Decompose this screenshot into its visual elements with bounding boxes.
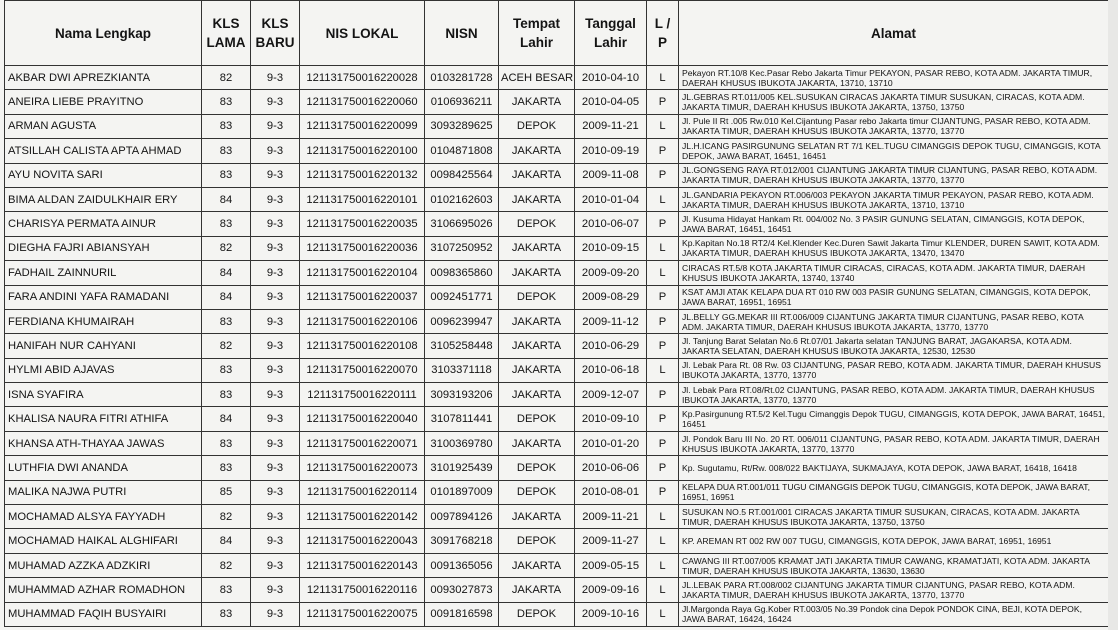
- table-body: [5, 66, 1109, 627]
- jenis-kelamin-cell: L: [647, 553, 679, 577]
- kls-baru-cell: 9-3: [251, 261, 300, 285]
- jenis-kelamin-cell: L: [647, 236, 679, 260]
- kls-lama-cell: 84: [202, 529, 251, 553]
- table-row: [5, 383, 1109, 407]
- tanggal-lahir-cell: 2009-09-20: [575, 261, 647, 285]
- alamat-text: SUSUKAN NO.5 RT.001/001 CIRACAS JAKARTA TIMUR SUSUKAN, CIRACAS, KOTA ADM. JAKARTA TIMUR, DAERAH KHUSUS IBUKOTA JAKARTA, 13750, 13750: [682, 506, 1080, 527]
- header-nisn: NISN: [425, 1, 499, 66]
- alamat-text: JL.GONGSENG RAYA RT.012/001 CIJANTUNG JAKARTA TIMUR CIJANTUNG, PASAR REBO, KOTA ADM. JAKARTA TIMUR, DAERAH KHUSUS IBUKOTA JAKARTA, 13770, 13770: [682, 165, 1098, 186]
- alamat-text: Jl.Margonda Raya Gg.Kober RT.003/05 No.39 Pondok cina Depok PONDOK CINA, BEJI, KOTA DEPOK, JAWA BARAT, 16424, 16424: [682, 604, 1082, 625]
- nis-lokal-cell: 121131750016220040: [300, 407, 425, 431]
- tanggal-lahir-cell: 2009-11-12: [575, 309, 647, 333]
- nis-lokal-cell: 121131750016220073: [300, 456, 425, 480]
- alamat-cell: [679, 285, 1109, 309]
- alamat-cell: [679, 480, 1109, 504]
- jenis-kelamin-cell: L: [647, 66, 679, 90]
- kls-lama-cell: 84: [202, 285, 251, 309]
- alamat-text: KELAPA DUA RT.001/011 TUGU CIMANGGIS DEPOK TUGU, CIMANGGIS, KOTA DEPOK, JAWA BARAT, 16951, 16951: [682, 482, 1090, 503]
- table-row: [5, 163, 1109, 187]
- kls-lama-cell: 84: [202, 407, 251, 431]
- nisn-cell: 0092451771: [425, 285, 499, 309]
- table-row: [5, 236, 1109, 260]
- nis-lokal-cell: 121131750016220099: [300, 114, 425, 138]
- kls-lama-cell: 83: [202, 114, 251, 138]
- nisn-cell: 0093027873: [425, 578, 499, 602]
- alamat-cell: [679, 187, 1109, 211]
- kls-baru-cell: 9-3: [251, 163, 300, 187]
- table-row: [5, 285, 1109, 309]
- student-name-cell: BIMA ALDAN ZAIDULKHAIR ERY: [5, 187, 202, 211]
- alamat-cell: [679, 529, 1109, 553]
- tanggal-lahir-cell: 2009-10-16: [575, 602, 647, 626]
- page-edge: [1108, 0, 1118, 630]
- jenis-kelamin-cell: L: [647, 505, 679, 529]
- tanggal-lahir-cell: 2010-08-01: [575, 480, 647, 504]
- jenis-kelamin-cell: P: [647, 139, 679, 163]
- student-name-cell: MUHAMMAD AZHAR ROMADHON: [5, 578, 202, 602]
- kls-lama-cell: 82: [202, 236, 251, 260]
- kls-lama-cell: 82: [202, 334, 251, 358]
- header-alamat: Alamat: [679, 1, 1109, 66]
- alamat-cell: [679, 139, 1109, 163]
- kls-lama-cell: 84: [202, 261, 251, 285]
- nisn-cell: 3091768218: [425, 529, 499, 553]
- student-name-cell: ARMAN AGUSTA: [5, 114, 202, 138]
- alamat-cell: [679, 431, 1109, 455]
- tanggal-lahir-cell: 2009-11-21: [575, 505, 647, 529]
- nisn-cell: 3100369780: [425, 431, 499, 455]
- kls-baru-cell: 9-3: [251, 139, 300, 163]
- kls-lama-cell: 82: [202, 505, 251, 529]
- jenis-kelamin-cell: P: [647, 163, 679, 187]
- kls-baru-cell: 9-3: [251, 529, 300, 553]
- tempat-lahir-cell: JAKARTA: [499, 505, 575, 529]
- student-name-cell: DIEGHA FAJRI ABIANSYAH: [5, 236, 202, 260]
- table-row: [5, 90, 1109, 114]
- student-name-cell: FERDIANA KHUMAIRAH: [5, 309, 202, 333]
- tempat-lahir-cell: DEPOK: [499, 529, 575, 553]
- nis-lokal-cell: 121131750016220101: [300, 187, 425, 211]
- header-nis-lokal: NIS LOKAL: [300, 1, 425, 66]
- alamat-text: Jl. Tanjung Barat Selatan No.6 Rt.07/01 Jakarta selatan TANJUNG BARAT, JAGAKARSA, KOTA ADM. JAKARTA SELATAN, DAERAH KHUSUS IBUKOTA JAKARTA, 12530, 12530: [682, 335, 1072, 356]
- table-row: [5, 505, 1109, 529]
- kls-baru-cell: 9-3: [251, 383, 300, 407]
- kls-lama-cell: 83: [202, 431, 251, 455]
- student-name-cell: CHARISYA PERMATA AINUR: [5, 212, 202, 236]
- alamat-text: JL.LEBAK PARA RT.008/002 CIJANTUNG JAKARTA TIMUR CIJANTUNG, PASAR REBO, KOTA ADM. JAKARTA TIMUR, DAERAH KHUSUS IBUKOTA JAKARTA, 13770, 13770: [682, 579, 1075, 600]
- alamat-cell: [679, 602, 1109, 626]
- nisn-cell: 3107811441: [425, 407, 499, 431]
- header-row: [5, 1, 1109, 66]
- jenis-kelamin-cell: L: [647, 114, 679, 138]
- table-row: [5, 66, 1109, 90]
- table-row: [5, 480, 1109, 504]
- tempat-lahir-cell: JAKARTA: [499, 139, 575, 163]
- jenis-kelamin-cell: L: [647, 529, 679, 553]
- kls-baru-cell: 9-3: [251, 309, 300, 333]
- nis-lokal-cell: 121131750016220037: [300, 285, 425, 309]
- student-name-cell: HANIFAH NUR CAHYANI: [5, 334, 202, 358]
- alamat-text: CAWANG III RT.007/005 KRAMAT JATI JAKARTA TIMUR CAWANG, KRAMATJATI, KOTA ADM. JAKARTA TIMUR, DAERAH KHUSUS IBUKOTA JAKARTA, 13630, 13630: [682, 555, 1090, 576]
- kls-lama-cell: 83: [202, 602, 251, 626]
- nisn-cell: 0104871808: [425, 139, 499, 163]
- table-row: [5, 309, 1109, 333]
- alamat-cell: [679, 261, 1109, 285]
- alamat-cell: [679, 505, 1109, 529]
- tempat-lahir-cell: DEPOK: [499, 456, 575, 480]
- table-row: [5, 334, 1109, 358]
- table-row: [5, 212, 1109, 236]
- kls-baru-cell: 9-3: [251, 90, 300, 114]
- nisn-cell: 0101897009: [425, 480, 499, 504]
- alamat-text: KP. AREMAN RT 002 RW 007 TUGU, CIMANGGIS, KOTA DEPOK, JAWA BARAT, 16951, 16951: [682, 536, 1052, 547]
- nisn-cell: 0103281728: [425, 66, 499, 90]
- nis-lokal-cell: 121131750016220116: [300, 578, 425, 602]
- table-row: [5, 407, 1109, 431]
- alamat-cell: [679, 456, 1109, 480]
- jenis-kelamin-cell: P: [647, 90, 679, 114]
- student-name-cell: AYU NOVITA SARI: [5, 163, 202, 187]
- nis-lokal-cell: 121131750016220043: [300, 529, 425, 553]
- tempat-lahir-cell: JAKARTA: [499, 309, 575, 333]
- jenis-kelamin-cell: L: [647, 261, 679, 285]
- table-row: [5, 529, 1109, 553]
- jenis-kelamin-cell: P: [647, 407, 679, 431]
- alamat-cell: [679, 383, 1109, 407]
- tanggal-lahir-cell: 2010-06-29: [575, 334, 647, 358]
- student-table: [4, 0, 1109, 627]
- header-tempat-lahir: Tempat Lahir: [499, 1, 575, 66]
- kls-lama-cell: 83: [202, 212, 251, 236]
- tanggal-lahir-cell: 2009-12-07: [575, 383, 647, 407]
- nis-lokal-cell: 121131750016220111: [300, 383, 425, 407]
- alamat-text: Jl. Lebak Para RT.08/Rt.02 CIJANTUNG, PASAR REBO, KOTA ADM. JAKARTA TIMUR, DAERAH KHUSUS IBUKOTA JAKARTA, 13770, 13770: [682, 384, 1095, 405]
- alamat-text: Pekayon RT.10/8 Kec.Pasar Rebo Jakarta Timur PEKAYON, PASAR REBO, KOTA ADM. JAKARTA TIMUR, DAERAH KHUSUS IBUKOTA JAKARTA, 13710, 13710: [682, 67, 1093, 88]
- tempat-lahir-cell: JAKARTA: [499, 163, 575, 187]
- kls-lama-cell: 83: [202, 309, 251, 333]
- kls-lama-cell: 83: [202, 383, 251, 407]
- alamat-cell: [679, 334, 1109, 358]
- alamat-cell: [679, 90, 1109, 114]
- tanggal-lahir-cell: 2010-06-18: [575, 358, 647, 382]
- jenis-kelamin-cell: P: [647, 309, 679, 333]
- header-lp: L / P: [647, 1, 679, 66]
- nis-lokal-cell: 121131750016220060: [300, 90, 425, 114]
- tanggal-lahir-cell: 2009-08-29: [575, 285, 647, 309]
- student-name-cell: FADHAIL ZAINNURIL: [5, 261, 202, 285]
- header-nama-lengkap: Nama Lengkap: [5, 1, 202, 66]
- kls-baru-cell: 9-3: [251, 212, 300, 236]
- nis-lokal-cell: 121131750016220036: [300, 236, 425, 260]
- nisn-cell: 0096239947: [425, 309, 499, 333]
- tanggal-lahir-cell: 2010-01-04: [575, 187, 647, 211]
- jenis-kelamin-cell: P: [647, 212, 679, 236]
- nis-lokal-cell: 121131750016220142: [300, 505, 425, 529]
- kls-baru-cell: 9-3: [251, 480, 300, 504]
- kls-lama-cell: 83: [202, 578, 251, 602]
- student-name-cell: MUHAMAD AZZKA ADZKIRI: [5, 553, 202, 577]
- tempat-lahir-cell: JAKARTA: [499, 236, 575, 260]
- tempat-lahir-cell: JAKARTA: [499, 187, 575, 211]
- jenis-kelamin-cell: P: [647, 431, 679, 455]
- nis-lokal-cell: 121131750016220070: [300, 358, 425, 382]
- tempat-lahir-cell: JAKARTA: [499, 383, 575, 407]
- tempat-lahir-cell: JAKARTA: [499, 90, 575, 114]
- nisn-cell: 3106695026: [425, 212, 499, 236]
- tempat-lahir-cell: JAKARTA: [499, 358, 575, 382]
- alamat-cell: [679, 163, 1109, 187]
- jenis-kelamin-cell: L: [647, 578, 679, 602]
- jenis-kelamin-cell: P: [647, 480, 679, 504]
- tempat-lahir-cell: JAKARTA: [499, 334, 575, 358]
- table-row: [5, 358, 1109, 382]
- tanggal-lahir-cell: 2010-09-19: [575, 139, 647, 163]
- tanggal-lahir-cell: 2010-06-07: [575, 212, 647, 236]
- tanggal-lahir-cell: 2010-09-10: [575, 407, 647, 431]
- student-name-cell: MUHAMMAD FAQIH BUSYAIRI: [5, 602, 202, 626]
- student-name-cell: LUTHFIA DWI ANANDA: [5, 456, 202, 480]
- student-name-cell: ISNA SYAFIRA: [5, 383, 202, 407]
- table-row: [5, 553, 1109, 577]
- jenis-kelamin-cell: P: [647, 456, 679, 480]
- kls-lama-cell: 82: [202, 553, 251, 577]
- tanggal-lahir-cell: 2009-11-21: [575, 114, 647, 138]
- kls-lama-cell: 82: [202, 66, 251, 90]
- student-name-cell: KHANSA ATH-THAYAA JAWAS: [5, 431, 202, 455]
- tempat-lahir-cell: JAKARTA: [499, 261, 575, 285]
- student-name-cell: MOCHAMAD ALSYA FAYYADH: [5, 505, 202, 529]
- nisn-cell: 0098425564: [425, 163, 499, 187]
- kls-baru-cell: 9-3: [251, 358, 300, 382]
- kls-lama-cell: 83: [202, 139, 251, 163]
- nisn-cell: 3107250952: [425, 236, 499, 260]
- alamat-cell: [679, 553, 1109, 577]
- header-tanggal-lahir: Tanggal Lahir: [575, 1, 647, 66]
- nisn-cell: 0106936211: [425, 90, 499, 114]
- kls-baru-cell: 9-3: [251, 236, 300, 260]
- alamat-text: Kp.Pasirgunung RT.5/2 Kel.Tugu Cimanggis Depok TUGU, CIMANGGIS, KOTA DEPOK, JAWA BARAT, 16451, 16451: [682, 409, 1105, 430]
- tempat-lahir-cell: DEPOK: [499, 114, 575, 138]
- nis-lokal-cell: 121131750016220075: [300, 602, 425, 626]
- alamat-text: Kp.Kapitan No.18 RT2/4 Kel.Klender Kec.Duren Sawit Jakarta Timur KLENDER, DUREN SAWIT, KOTA ADM. JAKARTA TIMUR, DAERAH KHUSUS IBUKOTA JAKARTA, 13470, 13470: [682, 238, 1100, 259]
- kls-baru-cell: 9-3: [251, 334, 300, 358]
- nis-lokal-cell: 121131750016220028: [300, 66, 425, 90]
- alamat-text: KSAT AMJI ATAK KELAPA DUA RT 010 RW 003 PASIR GUNUNG SELATAN, CIMANGGIS, KOTA DEPOK, JAWA BARAT, 16951, 16951: [682, 287, 1091, 308]
- kls-lama-cell: 83: [202, 90, 251, 114]
- tempat-lahir-cell: DEPOK: [499, 212, 575, 236]
- tanggal-lahir-cell: 2009-09-16: [575, 578, 647, 602]
- student-name-cell: MOCHAMAD HAIKAL ALGHIFARI: [5, 529, 202, 553]
- kls-lama-cell: 84: [202, 187, 251, 211]
- kls-lama-cell: 83: [202, 456, 251, 480]
- table-row: [5, 602, 1109, 626]
- tanggal-lahir-cell: 2009-11-27: [575, 529, 647, 553]
- jenis-kelamin-cell: P: [647, 285, 679, 309]
- nis-lokal-cell: 121131750016220132: [300, 163, 425, 187]
- kls-baru-cell: 9-3: [251, 114, 300, 138]
- alamat-text: JL.GEBRAS RT.011/005 KEL.SUSUKAN CIRACAS JAKARTA TIMUR SUSUKAN, CIRACAS, KOTA ADM. JAKARTA TIMUR, DAERAH KHUSUS IBUKOTA JAKARTA, 13750, 13750: [682, 92, 1085, 113]
- student-name-cell: AKBAR DWI APREZKIANTA: [5, 66, 202, 90]
- alamat-cell: [679, 236, 1109, 260]
- alamat-text: JL.GANDARIA PEKAYON RT.006/003 PEKAYON JAKARTA TIMUR PEKAYON, PASAR REBO, KOTA ADM. JAKARTA TIMUR, DAERAH KHUSUS IBUKOTA JAKARTA, 13710, 13710: [682, 189, 1094, 210]
- jenis-kelamin-cell: L: [647, 358, 679, 382]
- alamat-cell: [679, 114, 1109, 138]
- kls-baru-cell: 9-3: [251, 187, 300, 211]
- student-name-cell: KHALISA NAURA FITRI ATHIFA: [5, 407, 202, 431]
- tempat-lahir-cell: JAKARTA: [499, 578, 575, 602]
- nis-lokal-cell: 121131750016220100: [300, 139, 425, 163]
- tanggal-lahir-cell: 2010-01-20: [575, 431, 647, 455]
- jenis-kelamin-cell: P: [647, 334, 679, 358]
- nisn-cell: 3103371118: [425, 358, 499, 382]
- table-row: [5, 578, 1109, 602]
- header-kls-lama: KLS LAMA: [202, 1, 251, 66]
- nisn-cell: 3101925439: [425, 456, 499, 480]
- kls-lama-cell: 83: [202, 163, 251, 187]
- kls-lama-cell: 83: [202, 358, 251, 382]
- nis-lokal-cell: 121131750016220143: [300, 553, 425, 577]
- tempat-lahir-cell: DEPOK: [499, 480, 575, 504]
- tempat-lahir-cell: JAKARTA: [499, 553, 575, 577]
- alamat-text: JL.H.ICANG PASIRGUNUNG SELATAN RT 7/1 KEL.TUGU CIMANGGIS DEPOK TUGU, CIMANGGIS, KOTA DEPOK, JAWA BARAT, 16451, 16451: [682, 140, 1101, 161]
- alamat-text: Jl. Pule II Rt .005 Rw.010 Kel.Cijantung Pasar rebo Jakarta timur CIJANTUNG, PASAR REBO, KOTA ADM. JAKARTA TIMUR, DAERAH KHUSUS IBUKOTA JAKARTA, 13770, 13770: [682, 116, 1091, 137]
- tanggal-lahir-cell: 2010-04-10: [575, 66, 647, 90]
- table-row: [5, 431, 1109, 455]
- kls-baru-cell: 9-3: [251, 456, 300, 480]
- tempat-lahir-cell: DEPOK: [499, 285, 575, 309]
- alamat-cell: [679, 212, 1109, 236]
- tempat-lahir-cell: JAKARTA: [499, 431, 575, 455]
- nis-lokal-cell: 121131750016220104: [300, 261, 425, 285]
- nis-lokal-cell: 121131750016220071: [300, 431, 425, 455]
- student-name-cell: HYLMI ABID AJAVAS: [5, 358, 202, 382]
- tanggal-lahir-cell: 2009-11-08: [575, 163, 647, 187]
- table-row: [5, 187, 1109, 211]
- kls-baru-cell: 9-3: [251, 285, 300, 309]
- kls-baru-cell: 9-3: [251, 505, 300, 529]
- nis-lokal-cell: 121131750016220035: [300, 212, 425, 236]
- kls-baru-cell: 9-3: [251, 553, 300, 577]
- kls-baru-cell: 9-3: [251, 431, 300, 455]
- alamat-text: JL.BELLY GG.MEKAR III RT.006/009 CIJANTUNG JAKARTA TIMUR CIJANTUNG, PASAR REBO, KOTA ADM. JAKARTA TIMUR, DAERAH KHUSUS IBUKOTA JAKARTA, 13770, 13770: [682, 311, 1084, 332]
- kls-lama-cell: 85: [202, 480, 251, 504]
- tanggal-lahir-cell: 2009-05-15: [575, 553, 647, 577]
- alamat-text: Jl. Lebak Para Rt. 08 Rw. 03 CIJANTUNG, PASAR REBO, KOTA ADM. JAKARTA TIMUR, DAERAH KHUSUS IBUKOTA JAKARTA, 13770, 13770: [682, 360, 1101, 381]
- kls-baru-cell: 9-3: [251, 407, 300, 431]
- table-row: [5, 261, 1109, 285]
- alamat-text: Kp. Sugutamu, Rt/Rw. 008/022 BAKTIJAYA, SUKMAJAYA, KOTA DEPOK, JAWA BARAT, 16418, 16418: [682, 462, 1077, 473]
- tanggal-lahir-cell: 2010-09-15: [575, 236, 647, 260]
- student-name-cell: ANEIRA LIEBE PRAYITNO: [5, 90, 202, 114]
- tempat-lahir-cell: DEPOK: [499, 407, 575, 431]
- alamat-cell: [679, 66, 1109, 90]
- tanggal-lahir-cell: 2010-04-05: [575, 90, 647, 114]
- student-name-cell: MALIKA NAJWA PUTRI: [5, 480, 202, 504]
- student-name-cell: FARA ANDINI YAFA RAMADANI: [5, 285, 202, 309]
- jenis-kelamin-cell: L: [647, 187, 679, 211]
- alamat-text: Jl. Pondok Baru III No. 20 RT. 006/011 CIJANTUNG, PASAR REBO, KOTA ADM. JAKARTA TIMUR, DAERAH KHUSUS IBUKOTA JAKARTA, 13770, 13770: [682, 433, 1100, 454]
- table-row: [5, 139, 1109, 163]
- alamat-text: CIRACAS RT.5/8 KOTA JAKARTA TIMUR CIRACAS, CIRACAS, KOTA ADM. JAKARTA TIMUR, DAERAH KHUSUS IBUKOTA JAKARTA, 13740, 13740: [682, 262, 1086, 283]
- alamat-text: Jl. Kusuma Hidayat Hankam Rt. 004/002 No. 3 PASIR GUNUNG SELATAN, CIMANGGIS, KOTA DEPOK, JAWA BARAT, 16451, 16451: [682, 214, 1085, 235]
- nisn-cell: 3105258448: [425, 334, 499, 358]
- kls-baru-cell: 9-3: [251, 602, 300, 626]
- table-row: [5, 456, 1109, 480]
- nisn-cell: 0098365860: [425, 261, 499, 285]
- kls-baru-cell: 9-3: [251, 578, 300, 602]
- alamat-cell: [679, 358, 1109, 382]
- nis-lokal-cell: 121131750016220106: [300, 309, 425, 333]
- jenis-kelamin-cell: L: [647, 602, 679, 626]
- kls-baru-cell: 9-3: [251, 66, 300, 90]
- nisn-cell: 0097894126: [425, 505, 499, 529]
- tempat-lahir-cell: DEPOK: [499, 602, 575, 626]
- nis-lokal-cell: 121131750016220114: [300, 480, 425, 504]
- header-kls-baru: KLS BARU: [251, 1, 300, 66]
- nisn-cell: 3093193206: [425, 383, 499, 407]
- alamat-cell: [679, 309, 1109, 333]
- alamat-cell: [679, 407, 1109, 431]
- nis-lokal-cell: 121131750016220108: [300, 334, 425, 358]
- tanggal-lahir-cell: 2010-06-06: [575, 456, 647, 480]
- nisn-cell: 3093289625: [425, 114, 499, 138]
- alamat-cell: [679, 578, 1109, 602]
- jenis-kelamin-cell: P: [647, 383, 679, 407]
- nisn-cell: 0091365056: [425, 553, 499, 577]
- tempat-lahir-cell: ACEH BESAR: [499, 66, 575, 90]
- nisn-cell: 0091816598: [425, 602, 499, 626]
- student-name-cell: ATSILLAH CALISTA APTA AHMAD: [5, 139, 202, 163]
- nisn-cell: 0102162603: [425, 187, 499, 211]
- table-row: [5, 114, 1109, 138]
